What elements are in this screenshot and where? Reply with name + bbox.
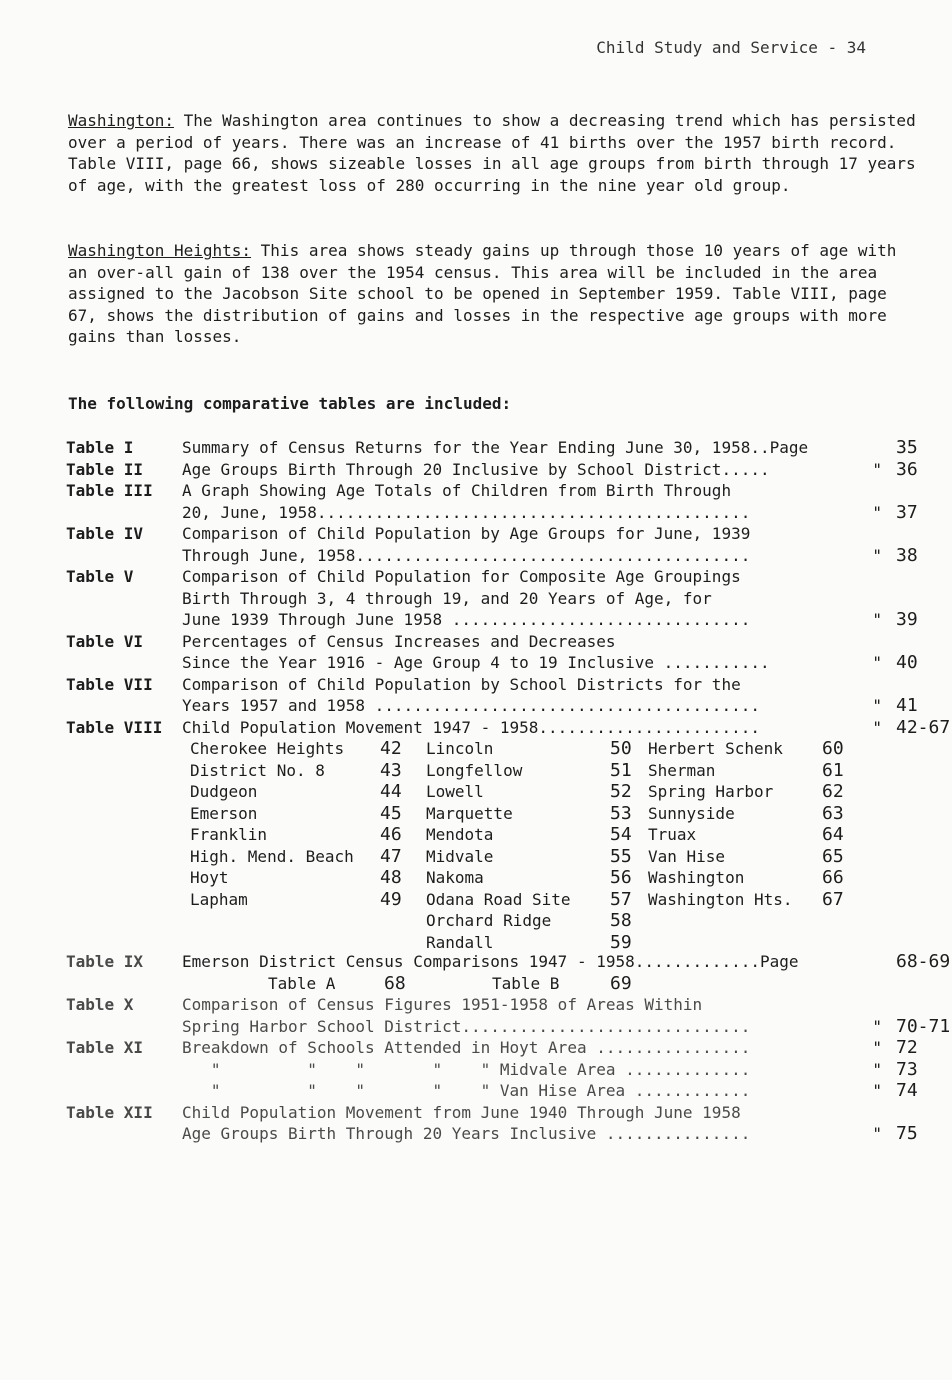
district-name: Washington	[648, 868, 745, 887]
toc-entry-label: Table V	[66, 567, 134, 586]
district-page: 49	[380, 888, 402, 910]
district-name: Longfellow	[426, 760, 523, 780]
toc-entry-ref: " 72	[872, 1037, 918, 1058]
district-page: 44	[380, 781, 402, 802]
toc-entry-title-line: Age Groups Birth Through 20 Inclusive by School District.....	[182, 459, 770, 479]
toc-main-entries	[62, 437, 952, 738]
toc-entry	[62, 523, 952, 566]
district-name: Washington Hts.	[648, 889, 793, 909]
toc-entry-ref: " 75	[872, 1123, 918, 1144]
district-name: Lapham	[190, 889, 248, 909]
district-name: Mendota	[426, 825, 494, 844]
washington-heading: Washington:	[68, 111, 174, 130]
toc-entry-ref: " 41	[872, 695, 918, 716]
washington-heights-text: This area shows steady gains up through those 10 years of age with an over-all gain of 138 over the 1954 census. This area will be included in the area assigned to the Jacobson Site school to be opened in September 1959. Table VIII, page 67, shows the distribution of gains and losses in the respective age groups with more gains than losses.	[68, 241, 897, 346]
district-name: Truax	[648, 825, 697, 844]
table-ix-sub-b-page: 69	[610, 972, 632, 994]
toc-entry-label: Table XII	[66, 1102, 153, 1122]
table-ix-sub-b: Table B	[492, 973, 560, 993]
district-page: 63	[822, 802, 844, 824]
toc-entry-label: Table III	[66, 481, 153, 500]
toc-entry-title-line: Child Population Movement 1947 - 1958.......................	[182, 717, 760, 737]
district-name: Nakoma	[426, 868, 484, 887]
district-page: 66	[822, 867, 844, 888]
toc-entry	[62, 480, 952, 523]
toc-entry-label: Table VIII	[66, 717, 163, 737]
toc-entry-ref	[854, 951, 951, 973]
district-name: Sunnyside	[648, 803, 735, 823]
district-name: Lowell	[426, 782, 484, 801]
toc-entry-table-xii	[62, 1102, 952, 1145]
toc-entry-label: Table XI	[66, 1038, 144, 1057]
toc-entry-ref	[854, 437, 944, 459]
toc-entry-page: 38	[896, 544, 918, 566]
toc-entry-title-line: Since the Year 1916 - Age Group 4 to 19 Inclusive ...........	[182, 653, 770, 672]
toc-entry-table-x	[62, 994, 952, 1037]
toc-entry-ref: " 74	[872, 1080, 918, 1101]
district-page: 58	[610, 910, 632, 931]
toc-entry-page: 40	[896, 652, 918, 673]
toc-entry-page: 41	[896, 695, 918, 716]
table-viii-district-grid	[190, 738, 952, 951]
district-name: Dudgeon	[190, 782, 258, 801]
toc-entry-label: Table X	[66, 995, 134, 1014]
toc-entry-ref: " 36	[872, 458, 918, 480]
toc-entry-title-line: Comparison of Census Figures 1951-1958 of Areas Within	[182, 995, 703, 1014]
district-page: 64	[822, 824, 844, 845]
toc-entry-ref: " 38	[872, 544, 918, 566]
toc-entry-title-line: " " " " " Midvale Area .............	[182, 1059, 751, 1079]
district-name: Spring Harbor	[648, 782, 774, 801]
toc-entry	[62, 437, 952, 459]
district-page: 65	[822, 845, 844, 867]
district-page: 60	[822, 738, 844, 759]
district-name: Cherokee Heights	[190, 739, 345, 758]
district-name: Odana Road Site	[426, 889, 571, 909]
district-page: 46	[380, 824, 402, 845]
toc-entry-page: 72	[896, 1037, 918, 1058]
toc-entry	[62, 631, 952, 674]
district-page: 51	[610, 759, 632, 781]
washington-paragraph	[68, 110, 918, 196]
district-page: 53	[610, 802, 632, 824]
toc-entry-page: 39	[896, 609, 918, 630]
toc-entry	[62, 459, 952, 481]
district-name: District No. 8	[190, 760, 325, 780]
district-name: Hoyt	[190, 868, 229, 887]
toc-entry-ref: " 42-67	[872, 716, 951, 738]
toc-entry-title-line: " " " " " Van Hise Area ............	[182, 1081, 751, 1100]
district-name: Van Hise	[648, 846, 726, 866]
toc-entry-title-line: 20, June, 1958.............................................	[182, 502, 751, 522]
district-name: Sherman	[648, 760, 716, 780]
toc-entry-title-line: June 1939 Through June 1958 ...............................	[182, 610, 751, 629]
toc-entry-page: 36	[896, 458, 918, 480]
toc-entry-ref: " 37	[872, 501, 918, 523]
toc-entry-title-line: Years 1957 and 1958 ........................................	[182, 696, 760, 715]
district-page: 62	[822, 781, 844, 802]
table-of-contents	[62, 437, 952, 1145]
toc-entry-title-line: Child Population Movement from June 1940 Through June 1958	[182, 1102, 741, 1122]
toc-entry	[62, 674, 952, 717]
toc-entry-page: 35	[896, 437, 918, 458]
tables-intro: The following comparative tables are included:	[68, 394, 512, 413]
district-page: 52	[610, 781, 632, 802]
toc-entry-ref: " 70-71	[872, 1015, 951, 1037]
page-header: Child Study and Service - 34	[596, 38, 866, 57]
toc-entry-ref: " 39	[872, 609, 918, 630]
district-page: 57	[610, 888, 632, 910]
washington-text: The Washington area continues to show a decreasing trend which has persisted over a period of years. There was an increase of 41 births over the 1957 birth record. Table VIII, page 66, shows sizeable losses in all age groups from birth through 17 years of age, with the greatest loss of 280 occurring in the nine year old group.	[68, 111, 916, 195]
district-name: Franklin	[190, 825, 268, 844]
toc-entry-title-line: Birth Through 3, 4 through 19, and 20 Years of Age, for	[182, 588, 712, 608]
district-page: 50	[610, 738, 632, 759]
district-page: 45	[380, 802, 402, 824]
toc-entry-label: Table I	[66, 438, 134, 457]
district-page: 67	[822, 888, 844, 910]
toc-entry-title: Emerson District Census Comparisons 1947 - 1958.............Page	[182, 952, 799, 971]
district-page: 59	[610, 931, 632, 953]
toc-entry-ref: " 73	[872, 1058, 918, 1080]
washington-heights-heading: Washington Heights:	[68, 241, 252, 260]
toc-entry-label: Table VII	[66, 674, 153, 694]
toc-entry	[62, 717, 952, 739]
district-name: Herbert Schenk	[648, 739, 783, 758]
district-page: 61	[822, 759, 844, 781]
district-name: High. Mend. Beach	[190, 846, 354, 866]
table-ix-sub-a-page: 68	[384, 972, 406, 994]
toc-entry-page: 37	[896, 501, 918, 523]
toc-entry-title-line: Spring Harbor School District..............................	[182, 1016, 751, 1036]
toc-entry-title-line: Comparison of Child Population by Age Groups for June, 1939	[182, 524, 751, 543]
toc-entry-label: Table IX	[66, 952, 144, 971]
table-ix-sub-a: Table A	[268, 973, 336, 993]
toc-entry-title-line: Percentages of Census Increases and Decreases	[182, 631, 616, 651]
district-page: 43	[380, 759, 402, 781]
toc-entry-table-ix	[62, 951, 952, 973]
district-page: 42	[380, 738, 402, 759]
district-page: 55	[610, 845, 632, 867]
district-name: Randall	[426, 932, 494, 952]
district-name: Midvale	[426, 846, 494, 866]
toc-entry-title-line: Through June, 1958.........................................	[182, 545, 751, 565]
toc-entry-title-line: Breakdown of Schools Attended in Hoyt Area ................	[182, 1038, 751, 1057]
district-name: Orchard Ridge	[426, 911, 552, 930]
toc-entry-title-line: Summary of Census Returns for the Year Ending June 30, 1958..Page	[182, 438, 809, 457]
toc-entry-title-line: A Graph Showing Age Totals of Children from Birth Through	[182, 481, 732, 500]
table-ix-subtables	[62, 973, 952, 995]
toc-entry-ref: " 40	[872, 652, 918, 673]
district-page: 47	[380, 845, 402, 867]
district-page: 48	[380, 867, 402, 888]
district-page: 56	[610, 867, 632, 888]
toc-entry-title-line: Age Groups Birth Through 20 Years Inclusive ...............	[182, 1124, 751, 1143]
toc-entry-label: Table II	[66, 459, 144, 479]
toc-entry-label: Table VI	[66, 631, 144, 651]
toc-entry-table-xi	[62, 1037, 952, 1102]
toc-entry-title-line: Comparison of Child Population for Composite Age Groupings	[182, 567, 741, 586]
toc-entry-page: 68-69	[896, 951, 951, 972]
toc-entry-page: 75	[896, 1123, 918, 1144]
district-name: Lincoln	[426, 739, 494, 758]
toc-entry-page: 70-71	[896, 1015, 951, 1037]
washington-heights-paragraph	[68, 240, 918, 348]
toc-entry-page: 73	[896, 1058, 918, 1080]
toc-entry	[62, 566, 952, 631]
toc-entry-title-line: Comparison of Child Population by School Districts for the	[182, 674, 741, 694]
district-name: Marquette	[426, 803, 513, 823]
toc-entry-page: 42-67	[896, 716, 951, 738]
district-name: Emerson	[190, 803, 258, 823]
district-page: 54	[610, 824, 632, 845]
toc-entry-page: 74	[896, 1080, 918, 1101]
toc-entry-label: Table IV	[66, 524, 144, 543]
